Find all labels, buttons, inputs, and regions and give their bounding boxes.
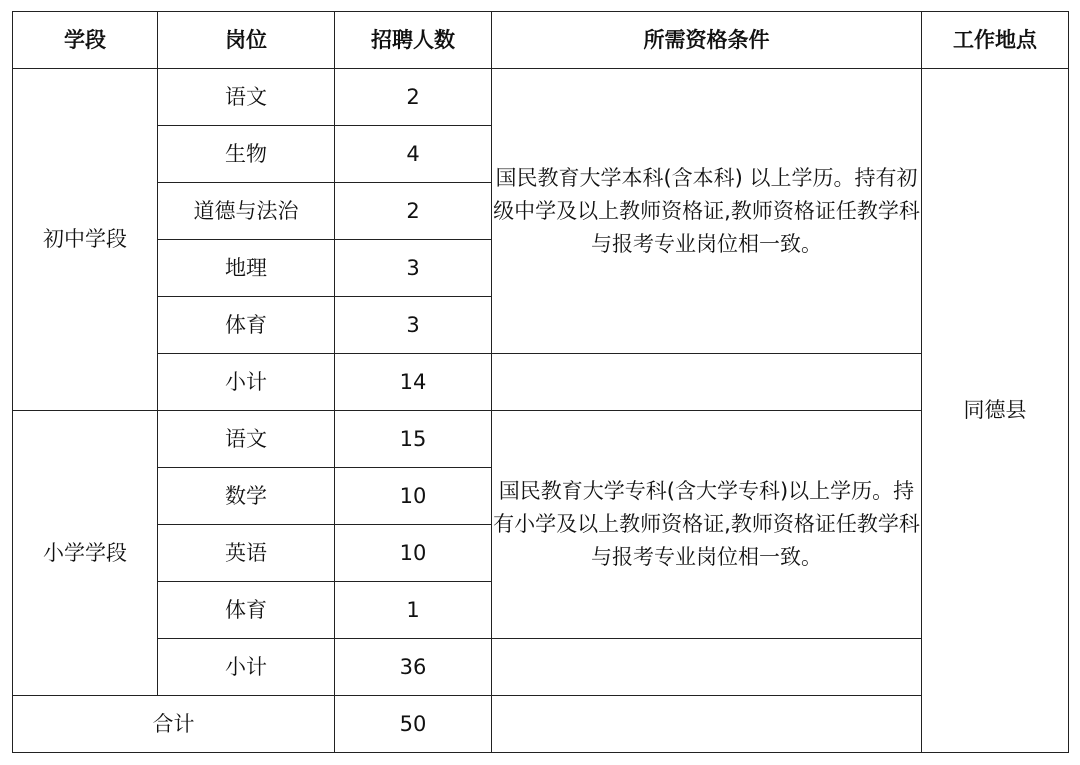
position-cell: 生物 — [158, 126, 335, 183]
header-row — [13, 12, 1069, 69]
count-cell: 3 — [335, 297, 492, 354]
empty-requirements-cell — [492, 354, 922, 411]
subtotal-label: 小计 — [158, 354, 335, 411]
total-row — [13, 696, 1069, 753]
count-cell: 10 — [335, 468, 492, 525]
count-cell: 2 — [335, 183, 492, 240]
position-cell: 语文 — [158, 411, 335, 468]
requirements-cell-primary — [492, 411, 922, 639]
table-row — [13, 411, 1069, 468]
requirements-cell-junior — [492, 69, 922, 354]
empty-requirements-cell — [492, 639, 922, 696]
table-row — [13, 69, 1069, 126]
position-cell: 体育 — [158, 297, 335, 354]
position-cell: 英语 — [158, 525, 335, 582]
position-cell: 语文 — [158, 69, 335, 126]
count-cell: 4 — [335, 126, 492, 183]
position-cell: 地理 — [158, 240, 335, 297]
count-cell: 10 — [335, 525, 492, 582]
location-cell: 同德县 — [922, 69, 1069, 753]
recruitment-table — [12, 11, 1069, 753]
count-cell: 3 — [335, 240, 492, 297]
subtotal-label: 小计 — [158, 639, 335, 696]
count-cell: 2 — [335, 69, 492, 126]
total-value: 50 — [335, 696, 492, 753]
subtotal-row-primary — [13, 639, 1069, 696]
stage-cell-junior: 初中学段 — [13, 69, 158, 411]
header-stage: 学段 — [13, 12, 158, 69]
subtotal-value: 36 — [335, 639, 492, 696]
header-location: 工作地点 — [922, 12, 1069, 69]
position-cell: 体育 — [158, 582, 335, 639]
count-cell: 1 — [335, 582, 492, 639]
position-cell: 道德与法治 — [158, 183, 335, 240]
header-count: 招聘人数 — [335, 12, 492, 69]
header-position: 岗位 — [158, 12, 335, 69]
empty-requirements-cell — [492, 696, 922, 753]
requirements-text-junior: 国民教育大学本科(含本科) 以上学历。持有初级中学及以上教师资格证,教师资格证任教学科与报考专业岗位相一致。 — [493, 165, 920, 256]
total-label: 合计 — [13, 696, 335, 753]
subtotal-value: 14 — [335, 354, 492, 411]
count-cell: 15 — [335, 411, 492, 468]
requirements-text-primary: 国民教育大学专科(含大学专科)以上学历。持有小学及以上教师资格证,教师资格证任教学科与报考专业岗位相一致。 — [493, 479, 920, 569]
stage-cell-primary: 小学学段 — [13, 411, 158, 696]
header-requirements: 所需资格条件 — [492, 12, 922, 69]
position-cell: 数学 — [158, 468, 335, 525]
subtotal-row-junior — [13, 354, 1069, 411]
